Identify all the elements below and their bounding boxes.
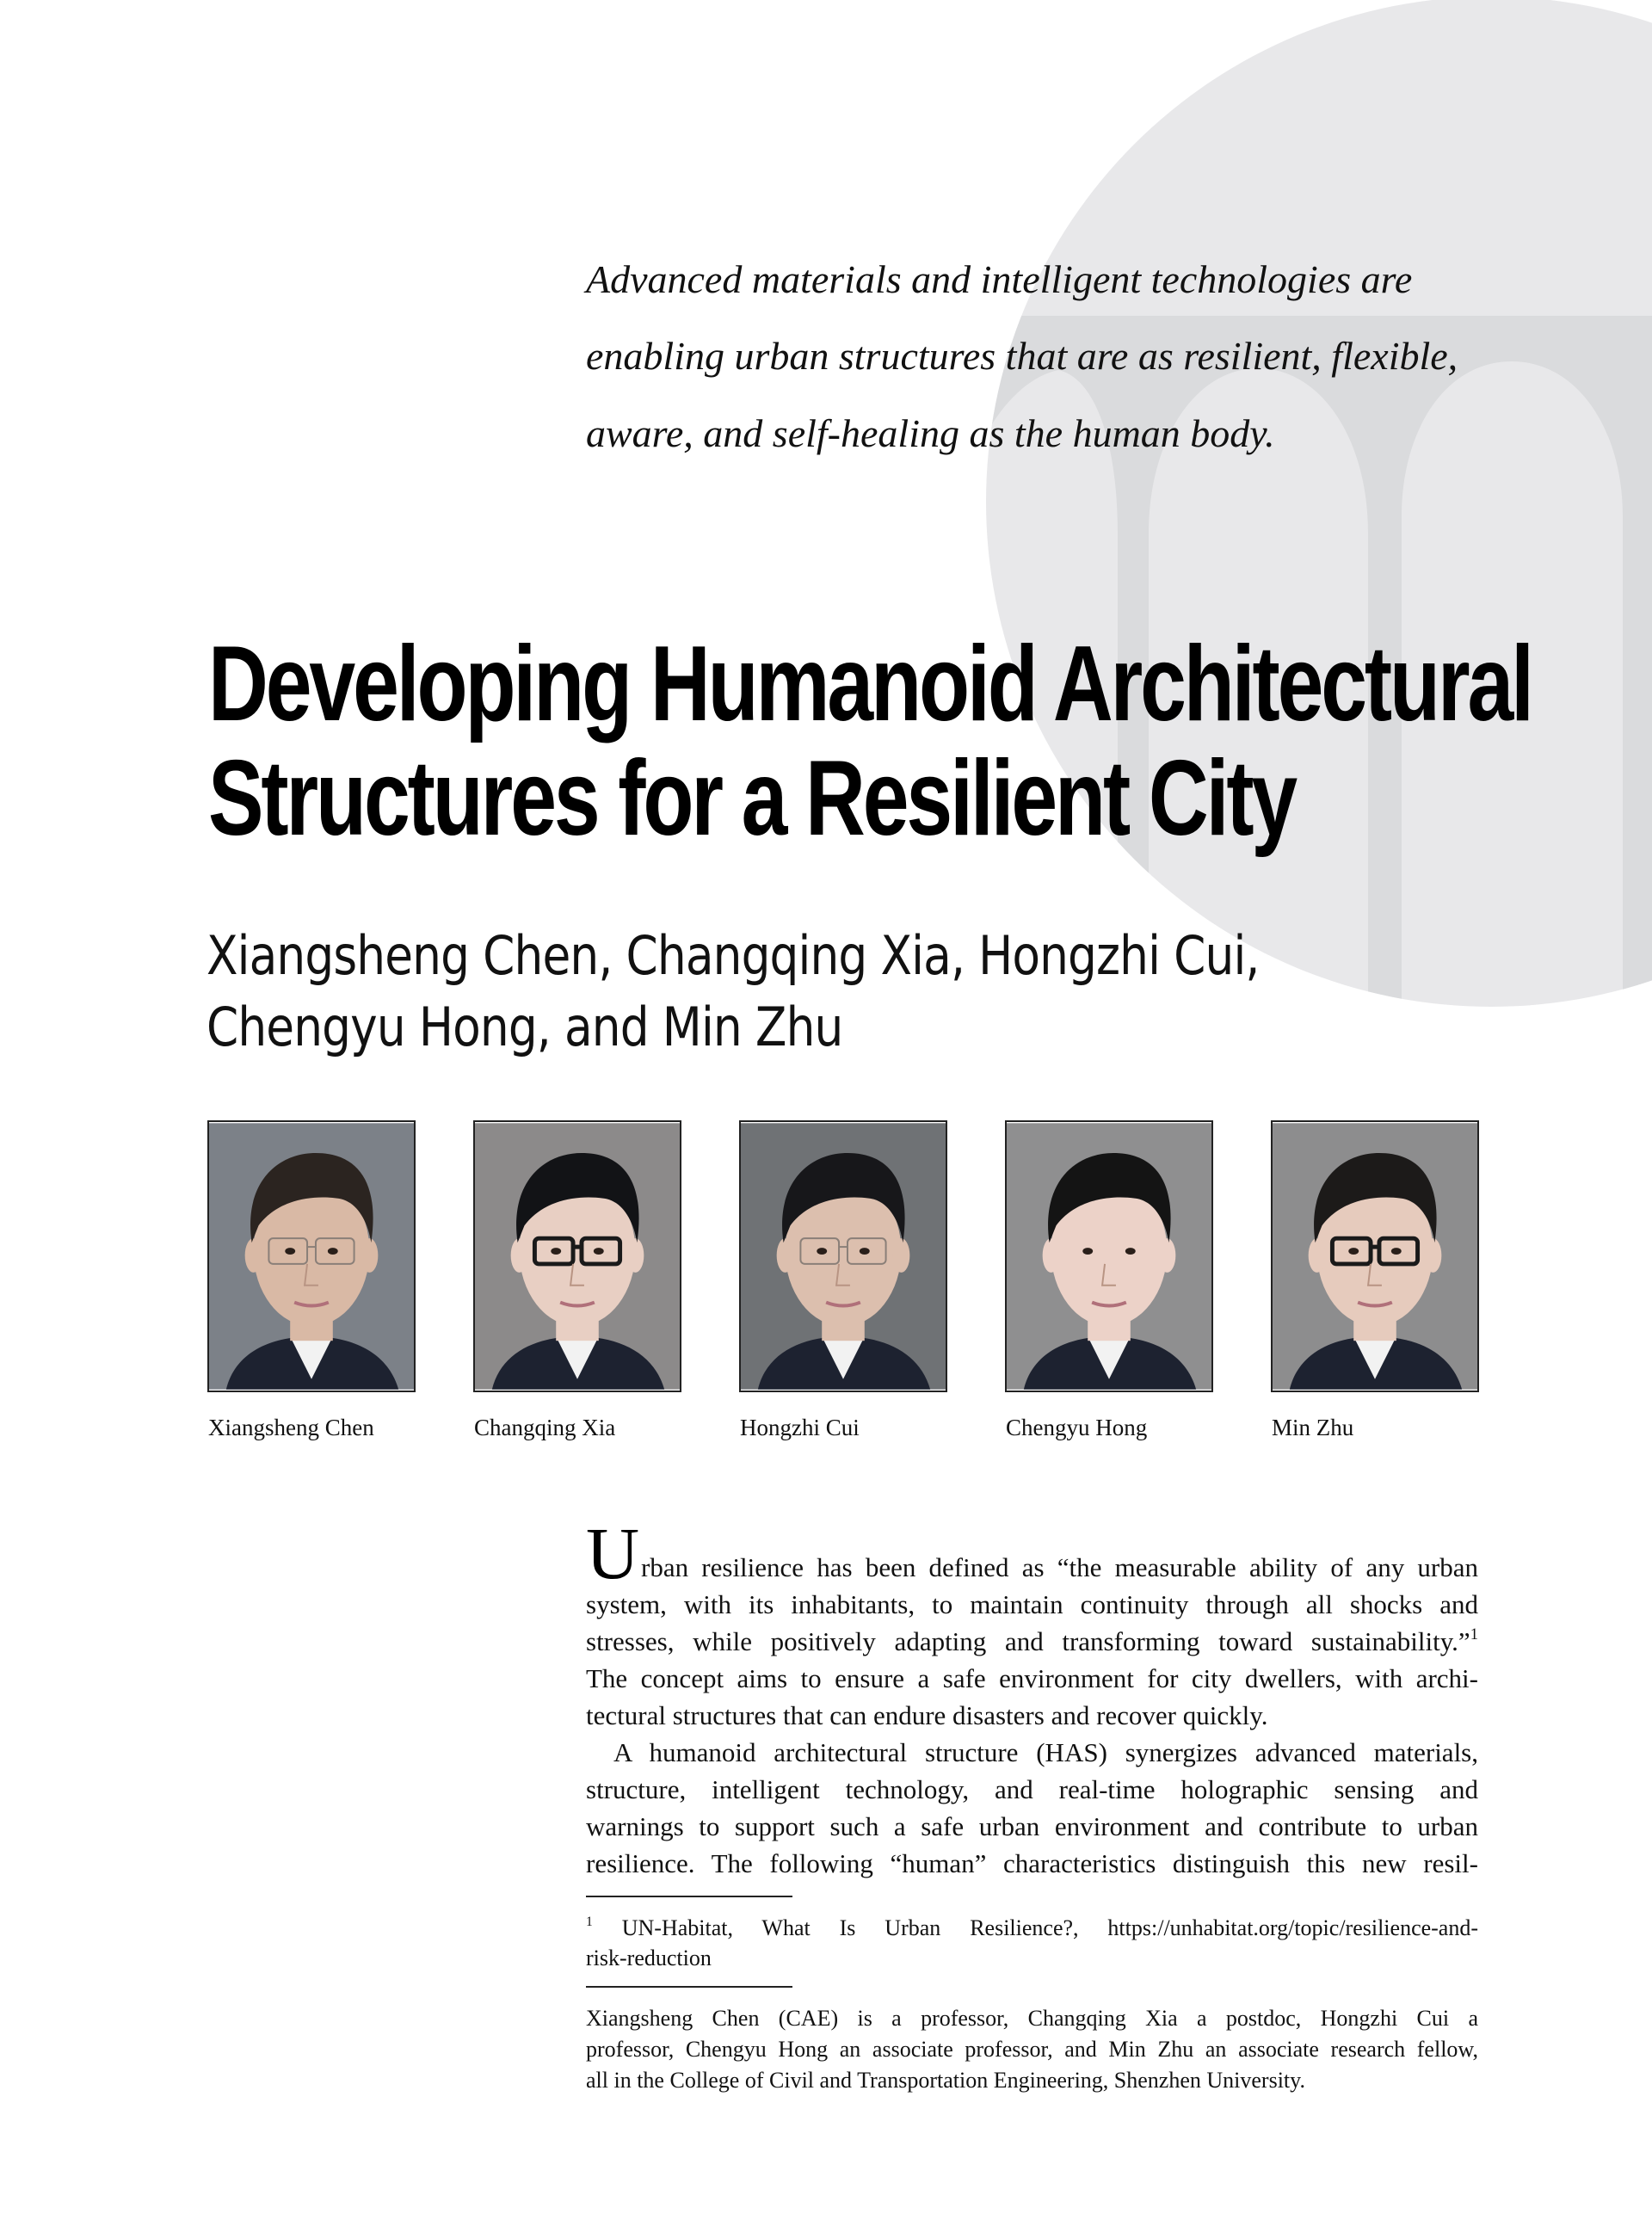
ear	[627, 1238, 644, 1273]
eye	[285, 1248, 295, 1255]
body-line: The concept aims to ensure a safe environment for city dwellers, with archi-	[586, 1663, 1478, 1693]
eye	[1125, 1248, 1136, 1255]
footnote-ref[interactable]: 1	[1470, 1625, 1478, 1643]
body-line	[586, 1625, 1478, 1656]
photo-caption: Chengyu Hong	[1006, 1415, 1148, 1440]
author-photo	[1271, 1120, 1479, 1392]
bio-line: professor, Chengyu Hong an associate professor, and Min Zhu an associate research fellow,	[586, 2037, 1478, 2062]
author-photo	[1005, 1120, 1213, 1392]
body-line: system, with its inhabitants, to maintain continuity through all shocks and	[586, 1589, 1478, 1619]
bio-divider	[586, 1986, 792, 1988]
eye	[817, 1248, 827, 1255]
photo-caption: Min Zhu	[1272, 1415, 1354, 1440]
author-line: Chengyu Hong, and Min Zhu	[206, 996, 843, 1058]
eye	[594, 1248, 604, 1255]
author-photo	[739, 1120, 947, 1392]
title-line: Structures for a Resilient City	[208, 739, 1296, 858]
photo-caption: Xiangsheng Chen	[208, 1415, 374, 1440]
eye	[328, 1248, 338, 1255]
body-line: warnings to support such a safe urban environment and contribute to urban	[586, 1811, 1478, 1841]
bio-line: Xiangsheng Chen (CAE) is a professor, Changqing Xia a postdoc, Hongzhi Cui a	[586, 2006, 1478, 2031]
footnote-line	[586, 1917, 1478, 1939]
footnote-number: 1	[586, 1915, 593, 1930]
title-line: Developing Humanoid Architectural	[208, 625, 1532, 743]
eye	[1391, 1248, 1402, 1255]
bio-line: all in the College of Civil and Transportation Engineering, Shenzhen University.	[586, 2068, 1305, 2093]
body-line-text: stresses, while positively adapting and transforming toward sustainability.”	[586, 1626, 1470, 1656]
epigraph-line: Advanced materials and intelligent technologies are	[586, 257, 1413, 301]
body-line: rban resilience has been defined as “the measurable ability of any urban	[641, 1552, 1478, 1582]
photo-caption: Hongzhi Cui	[740, 1415, 860, 1440]
body-line: tectural structures that can endure disasters and recover quickly.	[586, 1700, 1268, 1730]
author-line: Xiangsheng Chen, Changqing Xia, Hongzhi Cui,	[206, 924, 1260, 987]
ear	[893, 1238, 910, 1273]
footnote-line: risk-reduction	[586, 1946, 712, 1970]
arch-circle-decoration	[0, 0, 1652, 1033]
ear	[777, 1238, 794, 1273]
body-line: resilience. The following “human” characteristics distinguish this new resil-	[586, 1848, 1478, 1878]
footnote-text: UN-Habitat, What Is Urban Resilience?, https://unhabitat.org/topic/resilience-and-	[621, 1915, 1479, 1940]
ear	[511, 1238, 528, 1273]
ear	[245, 1238, 262, 1273]
author-photo	[473, 1120, 681, 1392]
ear	[361, 1238, 379, 1273]
ear	[1425, 1238, 1442, 1273]
ear	[1309, 1238, 1326, 1273]
eye	[1082, 1248, 1093, 1255]
eye	[551, 1248, 561, 1255]
author-photo	[207, 1120, 416, 1392]
epigraph-line: aware, and self-healing as the human body.	[586, 411, 1275, 455]
eye	[1348, 1248, 1359, 1255]
ear	[1043, 1238, 1060, 1273]
footnote-divider	[586, 1896, 792, 1897]
ear	[1159, 1238, 1176, 1273]
epigraph-line: enabling urban structures that are as resilient, flexible,	[586, 334, 1458, 378]
body-line: structure, intelligent technology, and real-time holographic sensing and	[586, 1774, 1478, 1804]
eye	[860, 1248, 870, 1255]
photo-caption: Changqing Xia	[474, 1415, 616, 1440]
body-line: A humanoid architectural structure (HAS) synergizes advanced materials,	[613, 1737, 1478, 1767]
drop-cap: U	[586, 1512, 640, 1594]
